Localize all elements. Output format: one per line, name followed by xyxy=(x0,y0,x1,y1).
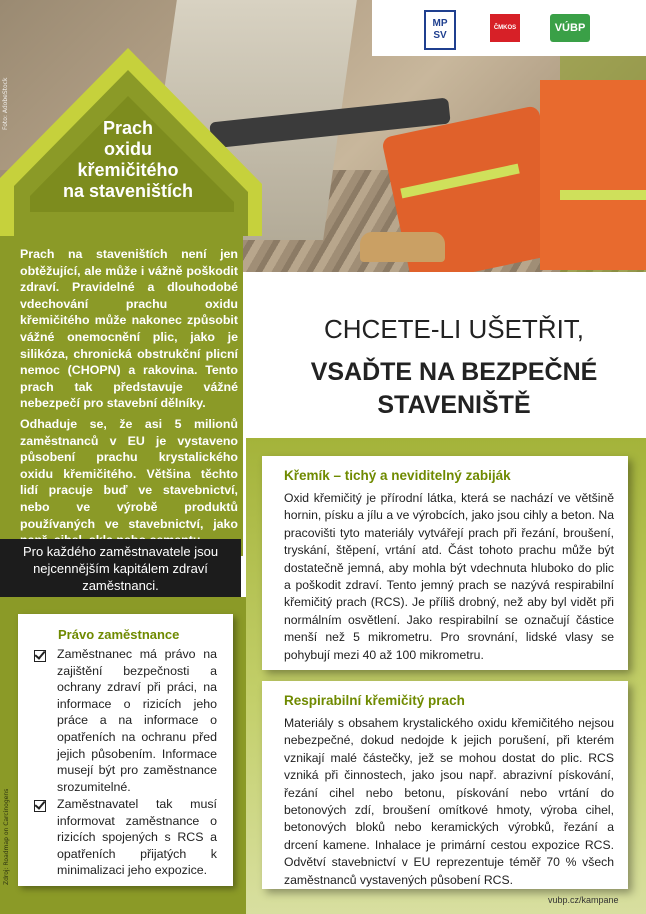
info-card-rcs xyxy=(262,681,628,889)
card-title: Respirabilní křemičitý prach xyxy=(284,693,465,708)
quote-box xyxy=(0,539,241,597)
headline-bold xyxy=(262,356,646,422)
title-line: na staveništích xyxy=(62,181,194,201)
title-line: křemičitého xyxy=(77,160,179,180)
card-body: Materiály s obsahem krystalického oxidu křemičitého nejsou nebezpečné, dokud nedojde k jejich porušení, při kterém vznikají malé částečky, jež se mohou dostat do plic. RCS vzniká při činnostech, jako jsou např. abrazivní pískování, řezání cihel nebo betonu, pískování nebo vrtání do betonových zdí, broušení omítkové hmoty, výroba cihel, betonových bloků nebo keramických výrobků, řezání a drcení kamene. Inhalace je primární cestou expozice RCS. Odvětví stavebnictví v EU reprezentuje téměř 70 % všech zaměstnanců vystavených působení RCS. xyxy=(284,716,614,887)
footer-link[interactable]: vubp.cz/kampane xyxy=(548,895,619,905)
headline-line3: STAVENIŠTĚ xyxy=(377,391,531,419)
rights-item: Zaměstnanec má právo na zajištění bezpečnosti a ochrany zdraví při práci, na informace o rizicích jeho práce a na informace o opatřeních na ochranu před jejich působením. Informace musejí být pro zaměstnance srozumitelné. xyxy=(57,647,217,794)
mpsv-logo[interactable]: MP SV xyxy=(424,10,456,50)
checkbox-icon xyxy=(34,800,46,812)
source-credit: Zdroj: Roadmap on Carcinogens xyxy=(3,788,10,885)
reflective-stripe xyxy=(560,190,646,200)
page-title xyxy=(42,118,214,202)
headline-line2: VSAĎTE NA BEZPEČNÉ xyxy=(310,358,598,386)
info-card-silica xyxy=(262,456,628,670)
checkbox-icon xyxy=(34,650,46,662)
quote-text: Pro každého zaměstnavatele jsou nejcennějším kapitálem zdraví zaměstnanci. xyxy=(22,543,219,593)
intro-paragraph: Odhaduje se, že asi 5 milionů zaměstnanců v EU je vystaveno působení prachu krystalického oxidu křemičitého. Většina těchto lidí pracuje buď ve stavebnictví, nebo ve výrobě produktů používaných ve stavebnictví, jako xyxy=(20,416,238,531)
vubp-logo[interactable]: VÚBP xyxy=(550,14,590,42)
card-title: Křemík – tichý a neviditelný zabiják xyxy=(284,468,511,483)
title-line: oxidu xyxy=(104,139,152,159)
logo-bar xyxy=(372,0,646,56)
worker-body xyxy=(540,80,646,270)
headline-line1: CHCETE-LI UŠETŘIT, xyxy=(323,314,585,344)
worker-boot xyxy=(360,232,445,262)
card-body: Oxid křemičitý je přírodní látka, která se nachází ve většině hornin, písku a jílu a ve výrobcích, jako jsou cihly a beton. Na pracovišti tyto materiály vytvářejí prach při řezání, broušení, tryskání, štěpení, vrtání atd. Část tohoto prachu může být dostatečně jemná, aby mohla být vdechnuta hluboko do plic a poškodit zdraví. Tento jemný prach se nazývá respirabilní křemičitý prach (RCS). Je příliš drobný, než aby byl vidět při normálním osvětlení. Jako respirabilní se označují částice menší než 5 mikrometru. Pro srovnání, lidské vlasy se pohybují mezi 40 až 100 mikrometru. xyxy=(284,491,614,662)
rights-title: Právo zaměstnance xyxy=(58,627,180,642)
intro-paragraph: Prach na staveništích není jen obtěžující, ale může i vážně poškodit zdraví. Pravidelné a dlouhodobé vdechování prachu oxidu křemičitého může nakonec způsobit vážné onemocnění plic, jako je silikóza, chronická obstrukční plicní nemoc (CHOPN) a rakovina. Tento prach tak představuje vážné nebezpečí pro stavební dělníky. xyxy=(20,247,238,411)
photo-credit: Foto: AdobeStock xyxy=(2,77,9,130)
cmkos-logo[interactable]: ČMKOS xyxy=(490,14,520,42)
intro-text xyxy=(20,246,238,553)
rights-item: Zaměstnavatel tak musí informovat zaměstnance o rizicích spojených s RCS a opatřeních přijatých k minimalizaci jeho expozice. xyxy=(57,797,217,878)
title-line: Prach xyxy=(102,118,154,138)
